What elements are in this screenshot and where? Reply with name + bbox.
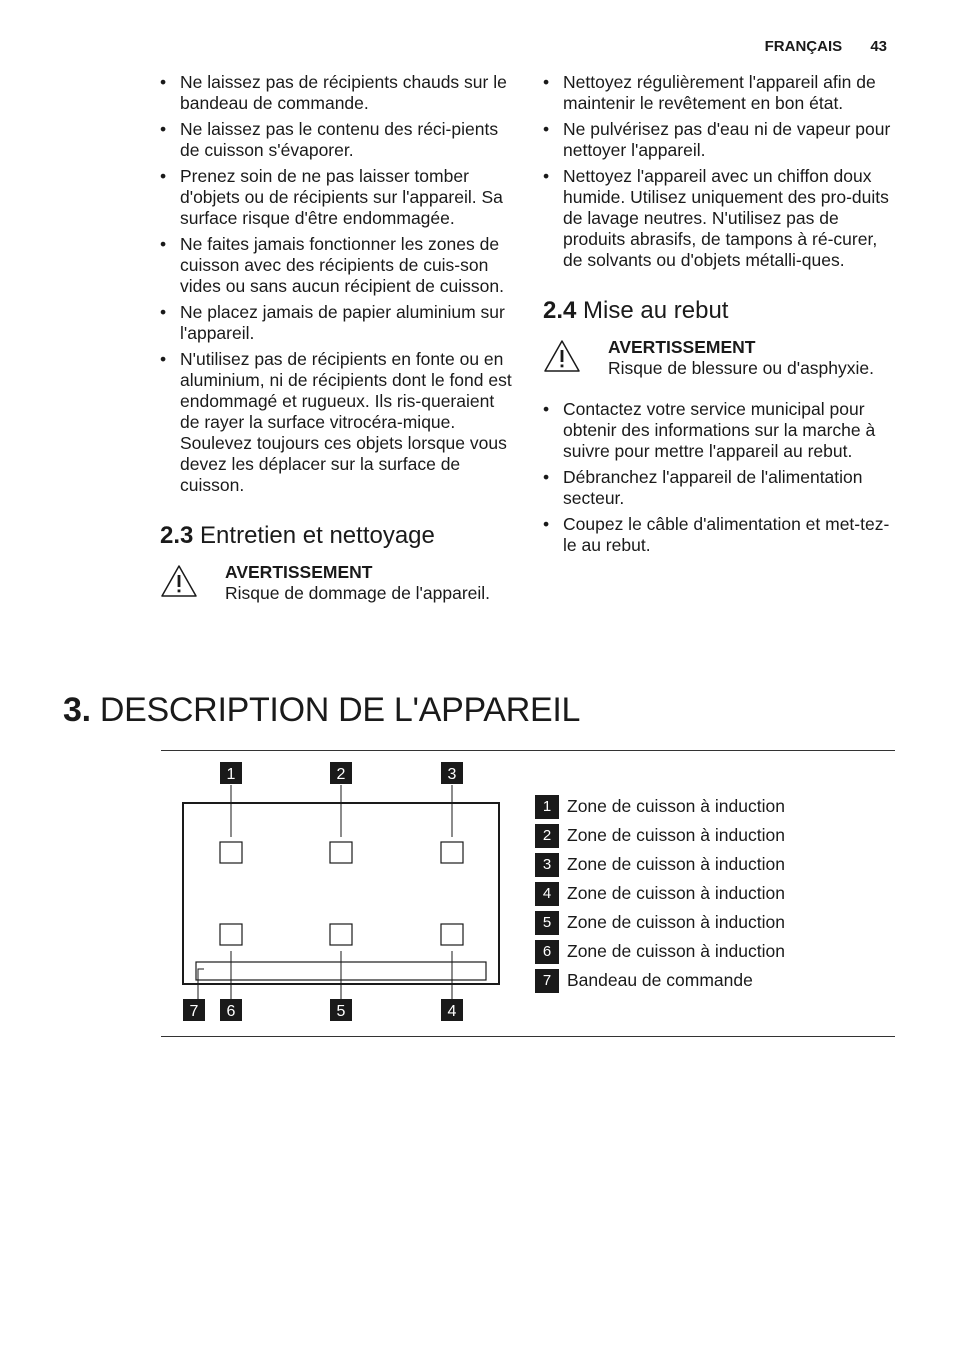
diagram-legend bbox=[535, 792, 785, 995]
callout-label: 7 bbox=[189, 1003, 199, 1020]
cleaning-bullet-list bbox=[543, 72, 898, 271]
section-number: 2.4 bbox=[543, 297, 577, 324]
warning-block bbox=[160, 562, 515, 606]
legend-number-badge: 7 bbox=[535, 969, 559, 993]
cooking-zone-5 bbox=[330, 924, 352, 945]
legend-number-badge: 1 bbox=[535, 795, 559, 819]
legend-item bbox=[535, 850, 785, 879]
chapter-number: 3. bbox=[63, 691, 91, 729]
section-number: 2.3 bbox=[160, 522, 194, 549]
legend-number-badge: 6 bbox=[535, 940, 559, 964]
warning-block bbox=[543, 337, 898, 381]
list-item: • Débranchez l'appareil de l'alimentation secteur. bbox=[543, 467, 898, 509]
warning-title: AVERTISSEMENT bbox=[225, 562, 373, 582]
right-column bbox=[543, 72, 898, 561]
warning-triangle-icon bbox=[160, 564, 198, 598]
legend-item bbox=[535, 966, 785, 995]
list-item: • Ne faites jamais fonctionner les zones de cuisson avec des récipients de cuis-son vides ou sans aucun récipient de cuisson. bbox=[160, 234, 515, 297]
legend-item bbox=[535, 821, 785, 850]
legend-number-badge: 4 bbox=[535, 882, 559, 906]
list-item: • Ne placez jamais de papier aluminium sur l'appareil. bbox=[160, 302, 515, 344]
page-number: 43 bbox=[870, 38, 887, 55]
callout-label: 1 bbox=[226, 766, 236, 783]
list-item: • Ne pulvérisez pas d'eau ni de vapeur pour nettoyer l'appareil. bbox=[543, 119, 898, 161]
cooking-zone-2 bbox=[330, 842, 352, 863]
hob-diagram bbox=[161, 751, 521, 1031]
list-item: • Prenez soin de ne pas laisser tomber d'objets ou de récipients sur l'appareil. Sa surface risque d'être endommagée. bbox=[160, 166, 515, 229]
section-heading-maintenance bbox=[160, 522, 515, 550]
legend-number-badge: 3 bbox=[535, 853, 559, 877]
legend-number-badge: 5 bbox=[535, 911, 559, 935]
callout-label: 2 bbox=[336, 766, 346, 783]
chapter-title: DESCRIPTION DE L'APPAREIL bbox=[99, 691, 581, 729]
legend-item bbox=[535, 879, 785, 908]
language-label: FRANÇAIS bbox=[764, 38, 843, 55]
cooking-zone-3 bbox=[441, 842, 463, 863]
leader-lines bbox=[198, 785, 452, 1001]
list-item: • Contactez votre service municipal pour obtenir des informations sur la marche à suivre pour mettre l'appareil au rebut. bbox=[543, 399, 898, 462]
callout-label: 4 bbox=[447, 1003, 457, 1020]
safety-bullet-list bbox=[160, 72, 515, 496]
left-column bbox=[160, 72, 515, 624]
legend-label: Zone de cuisson à induction bbox=[567, 883, 785, 903]
warning-text: Risque de dommage de l'appareil. bbox=[225, 583, 491, 603]
list-item: • N'utilisez pas de récipients en fonte ou en aluminium, ni de récipients dont le fond est endommagé et rugueux. Ils ris-queraient de rayer la surface vitrocéra-mique. Soulevez toujours ces objets lorsque vous devez les déplacer sur la surface de cuisson. bbox=[160, 349, 515, 496]
legend-item bbox=[535, 792, 785, 821]
list-item: • Ne laissez pas le contenu des réci-pients de cuisson s'évaporer. bbox=[160, 119, 515, 161]
legend-label: Zone de cuisson à induction bbox=[567, 912, 785, 932]
chapter-heading bbox=[63, 690, 580, 730]
legend-label: Zone de cuisson à induction bbox=[567, 941, 785, 961]
list-item: • Ne laissez pas de récipients chauds sur le bandeau de commande. bbox=[160, 72, 515, 114]
disposal-bullet-list bbox=[543, 399, 898, 556]
callout-label: 5 bbox=[336, 1003, 346, 1020]
cooking-zone-4 bbox=[441, 924, 463, 945]
cooking-zone-1 bbox=[220, 842, 242, 863]
legend-item bbox=[535, 908, 785, 937]
list-item: • Nettoyez l'appareil avec un chiffon doux humide. Utilisez uniquement des pro-duits de lavage neutres. N'utilisez pas de produits abrasifs, de tampons à ré-curer, de solvants ou d'objets métalli-ques. bbox=[543, 166, 898, 271]
section-title: Mise au rebut bbox=[583, 297, 729, 324]
legend-label: Zone de cuisson à induction bbox=[567, 854, 785, 874]
warning-triangle-icon bbox=[543, 339, 581, 373]
section-heading-disposal bbox=[543, 297, 898, 325]
list-item: • Coupez le câble d'alimentation et met-tez-le au rebut. bbox=[543, 514, 898, 556]
legend-label: Zone de cuisson à induction bbox=[567, 825, 785, 845]
list-item: • Nettoyez régulièrement l'appareil afin de maintenir le revêtement en bon état. bbox=[543, 72, 898, 114]
page-header bbox=[765, 38, 887, 55]
legend-item bbox=[535, 937, 785, 966]
legend-label: Bandeau de commande bbox=[567, 970, 753, 990]
callout-label: 6 bbox=[226, 1003, 236, 1020]
warning-title: AVERTISSEMENT bbox=[608, 337, 756, 357]
callout-label: 3 bbox=[447, 766, 457, 783]
legend-label: Zone de cuisson à induction bbox=[567, 796, 785, 816]
warning-text: Risque de blessure ou d'asphyxie. bbox=[608, 358, 875, 378]
legend-number-badge: 2 bbox=[535, 824, 559, 848]
section-title: Entretien et nettoyage bbox=[200, 522, 435, 549]
cooking-zone-6 bbox=[220, 924, 242, 945]
bottom-divider bbox=[161, 1036, 895, 1037]
